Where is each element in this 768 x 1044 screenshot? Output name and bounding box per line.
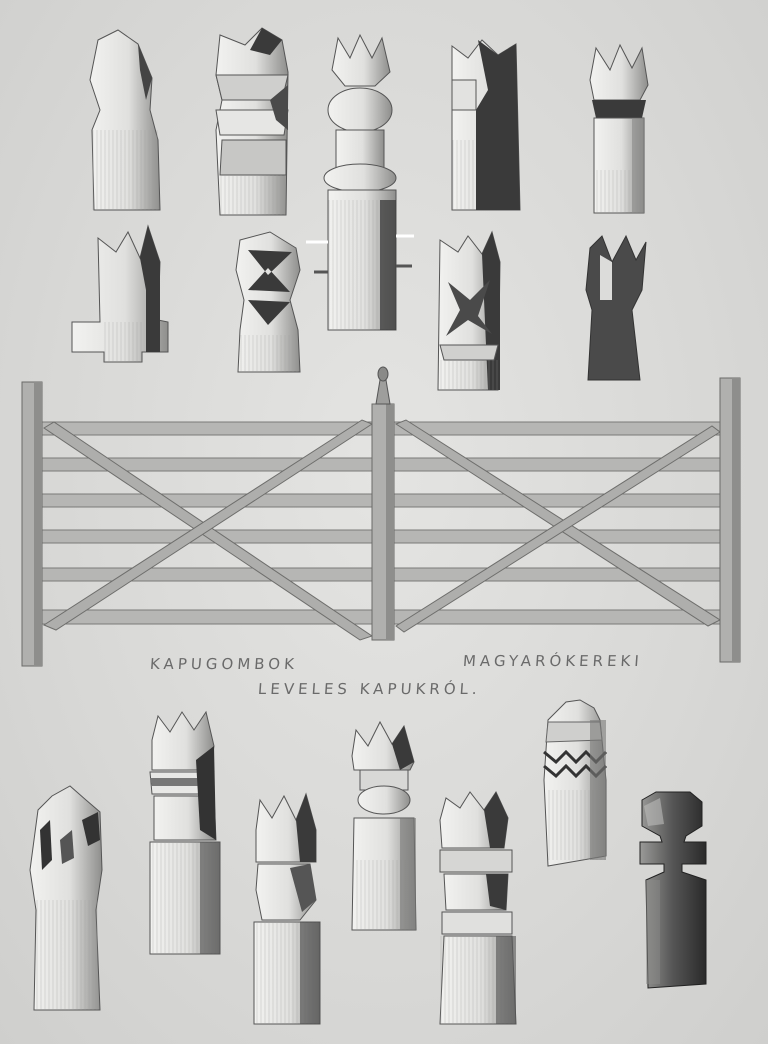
- gate-finial-top-5: [590, 45, 648, 213]
- gate-finial-mid-3: [438, 232, 500, 390]
- gate-finial-bottom-1: [30, 786, 102, 1010]
- wooden-gate: [22, 367, 740, 666]
- gate-finial-bottom-4: [352, 722, 416, 930]
- gate-finial-bottom-3: [254, 794, 320, 1024]
- caption-magyarokereki: MAGYARÓKEREKI: [462, 652, 644, 670]
- gate-finial-bottom-5: [440, 792, 516, 1024]
- gate-finial-mid-1: [72, 226, 168, 362]
- gate-finial-top-4: [452, 40, 520, 210]
- gate-finial-bottom-7: [640, 792, 706, 988]
- caption-leveles-kapukrol: LEVELES KAPUKRÓL.: [257, 680, 482, 698]
- caption-kapugombok: KAPUGOMBOK: [149, 655, 299, 673]
- gate-finial-mid-4: [586, 236, 646, 380]
- gate-finial-top-2: [216, 28, 288, 215]
- gate-finial-top-3: [306, 35, 414, 330]
- gate-finial-top-1: [90, 30, 160, 210]
- gate-finial-bottom-2: [150, 712, 220, 954]
- gate-finial-bottom-6: [544, 700, 606, 866]
- gate-finial-mid-2: [236, 232, 300, 372]
- gate-post-center: [372, 367, 394, 640]
